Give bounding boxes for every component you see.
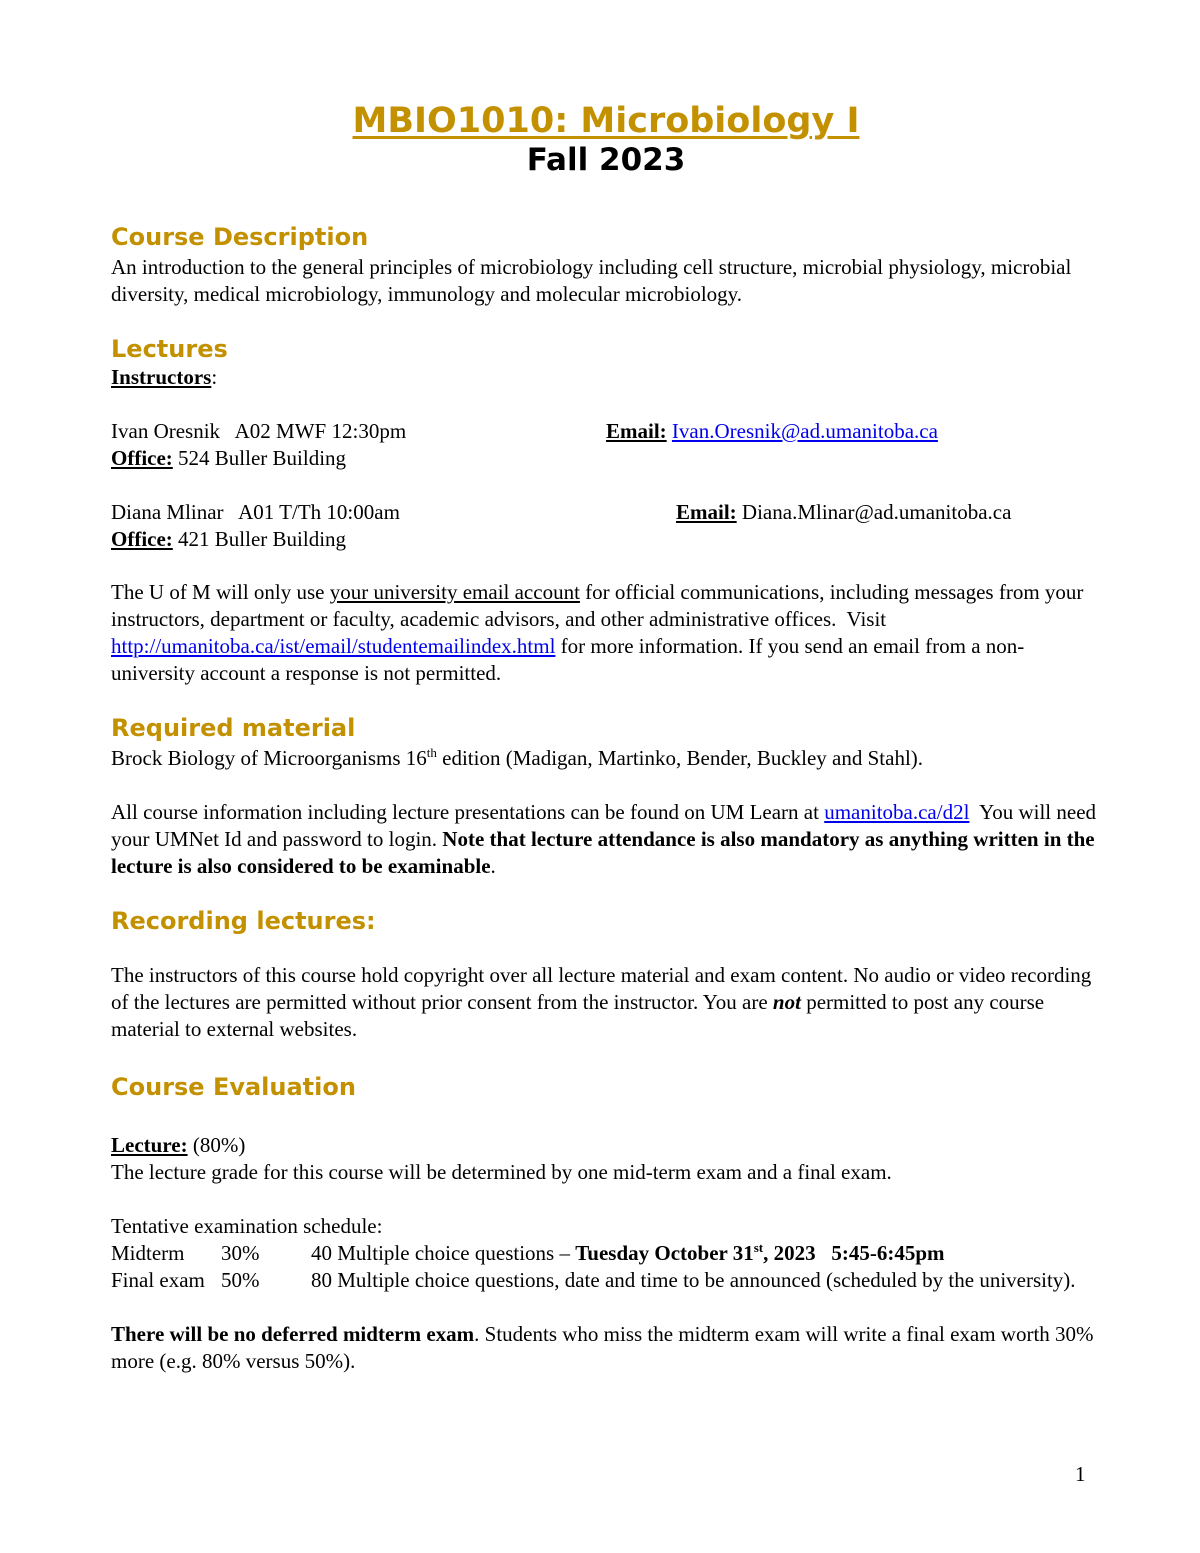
page-title: MBIO1010: Microbiology I	[352, 101, 860, 141]
instructors-label: Instructors:	[111, 364, 218, 389]
textbook-text: Brock Biology of Microorganisms 16th edition (Madigan, Martinko, Bender, Buckley and Stahl).	[111, 744, 924, 770]
schedule-intro: Tentative examination schedule:	[111, 1214, 383, 1239]
instructor-row	[111, 418, 1101, 445]
page-number: 1	[1075, 1462, 1086, 1486]
midterm-desc: 40 Multiple choice questions – Tuesday October 31st, 2023 5:45-6:45pm	[311, 1240, 945, 1266]
um-learn-link[interactable]: umanitoba.ca/d2l	[824, 799, 970, 824]
course-description-text: An introduction to the general principles of microbiology including cell structure, microbial physiology, microbial diversity, medical microbiology, immunology and molecular microbiology.	[111, 254, 1072, 306]
lecture-weight: Lecture: (80%)	[111, 1133, 246, 1158]
lecture-grade-text: The lecture grade for this course will be determined by one mid-term exam and a final exam.	[111, 1160, 892, 1185]
um-learn-text: All course information including lecture presentations can be found on UM Learn at umanitoba.ca/d2l You will need your UMNet Id and password to login. Note that lecture attendance is also mandatory as anything written in the lecture is also considered to be examinable.	[111, 799, 1102, 878]
instructor-office: Office: 421 Buller Building	[111, 526, 347, 551]
student-email-link[interactable]: http://umanitoba.ca/ist/email/studentemailindex.html	[111, 633, 556, 658]
instructor-email-link[interactable]: Ivan.Oresnik@ad.umanitoba.ca	[671, 418, 938, 443]
evaluation-heading: Course Evaluation	[111, 1073, 356, 1102]
instructor-row	[111, 499, 1101, 526]
exam-schedule	[111, 1240, 1101, 1294]
final-pct: 50%	[221, 1268, 260, 1293]
course-description-heading: Course Description	[111, 223, 369, 252]
page-subtitle: Fall 2023	[526, 142, 686, 178]
recording-text: The instructors of this course hold copyright over all lecture material and exam content. No audio or video recording of the lectures are permitted without prior consent from the instructor. You are not permitted to post any course material to external websites.	[111, 963, 1092, 1042]
email-policy-text: The U of M will only use your university email account for official communications, including messages from your instructors, department or faculty, academic advisors, and other administrative offices. Visit http://umanitoba.ca/ist/email/studentemailindex.html for more information. If you send an email from a non-university account a response is not permitted.	[111, 579, 1089, 685]
final-name: Final exam	[111, 1268, 205, 1293]
email-label: Email:	[606, 418, 667, 443]
lectures-heading: Lectures	[111, 334, 228, 363]
instructor-name: Diana Mlinar A01 T/Th 10:00am	[111, 499, 400, 524]
instructor-office: Office: 524 Buller Building	[111, 445, 347, 470]
midterm-pct: 30%	[221, 1241, 260, 1266]
document-page	[111, 100, 1101, 1375]
final-desc: 80 Multiple choice questions, date and time to be announced (scheduled by the university).	[311, 1268, 1076, 1293]
recording-heading: Recording lectures:	[111, 906, 376, 935]
instructor-name: Ivan Oresnik A02 MWF 12:30pm	[111, 418, 407, 443]
required-material-heading: Required material	[111, 713, 356, 742]
deferred-exam-text: There will be no deferred midterm exam. Students who miss the midterm exam will write a final exam worth 30% more (e.g. 80% versus 50%).	[111, 1322, 1094, 1374]
instructor-email: Diana.Mlinar@ad.umanitoba.ca	[736, 499, 1012, 524]
midterm-name: Midterm	[111, 1241, 185, 1266]
email-label: Email:	[676, 499, 737, 524]
